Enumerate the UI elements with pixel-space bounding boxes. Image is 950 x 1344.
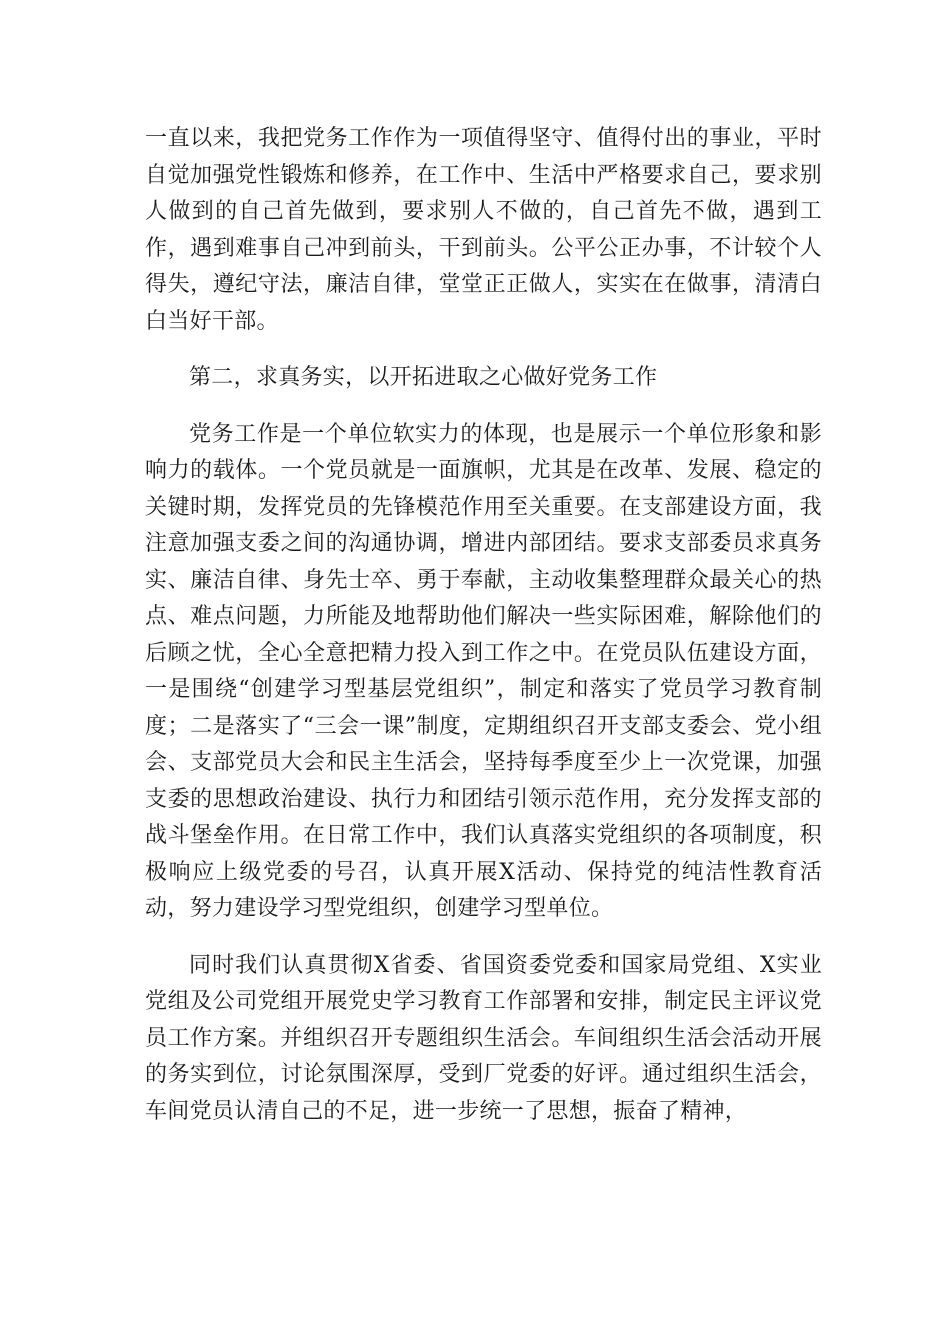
document-body (145, 121, 822, 1130)
paragraph-1: 一直以来，我把党务工作作为一项值得坚守、值得付出的事业，平时自觉加强党性锻炼和修养，在工作中、生活中严格要求自己，要求别人做到的自己首先做到，要求别人不做的，自己首先不做，遇到工作，遇到难事自己冲到前头，干到前头。公平公正办事，不计较个人得失，遵纪守法，廉洁自律，堂堂正正做人，实实在在做事，清清白白当好干部。 (145, 126, 822, 334)
paragraph-3: 同时我们认真贯彻X省委、省国资委党委和国家局党组、X实业党组及公司党组开展党史学习教育工作部署和安排，制定民主评议党员工作方案。并组织召开专题组织生活会。车间组织生活会活动开展的务实到位，讨论氛围深厚，受到厂党委的好评。通过组织生活会，车间党员认清自己的不足，进一步统一了思想，振奋了精神， (145, 952, 822, 1124)
section-heading: 第二，求真务实，以开拓进取之心做好党务工作 (189, 365, 658, 390)
paragraph-2: 党务工作是一个单位软实力的体现，也是展示一个单位形象和影响力的载体。一个党员就是一面旗帜，尤其是在改革、发展、稳定的关键时期，发挥党员的先锋模范作用至关重要。在支部建设方面，我注意加强支委之间的沟通协调，增进内部团结。要求支部委员求真务实、廉洁自律、身先士卒、勇于奉献，主动收集整理群众最关心的热点、难点问题，力所能及地帮助他们解决一些实际困难，解除他们的后顾之忧，全心全意把精力投入到工作之中。在党员队伍建设方面，一是围绕“创建学习型基层党组织”，制定和落实了党员学习教育制度；二是落实了“三会一课”制度，定期组织召开支部支委会、党小组会、支部党员大会和民主生活会，坚持每季度至少上一次党课，加强支委的思想政治建设、执行力和团结引领示范作用，充分发挥支部的战斗堡垒作用。在日常工作中，我们认真落实党组织的各项制度，积极响应上级党委的号召，认真开展X活动、保持党的纯洁性教育活动，努力建设学习型党组织，创建学习型单位。 (145, 421, 822, 921)
